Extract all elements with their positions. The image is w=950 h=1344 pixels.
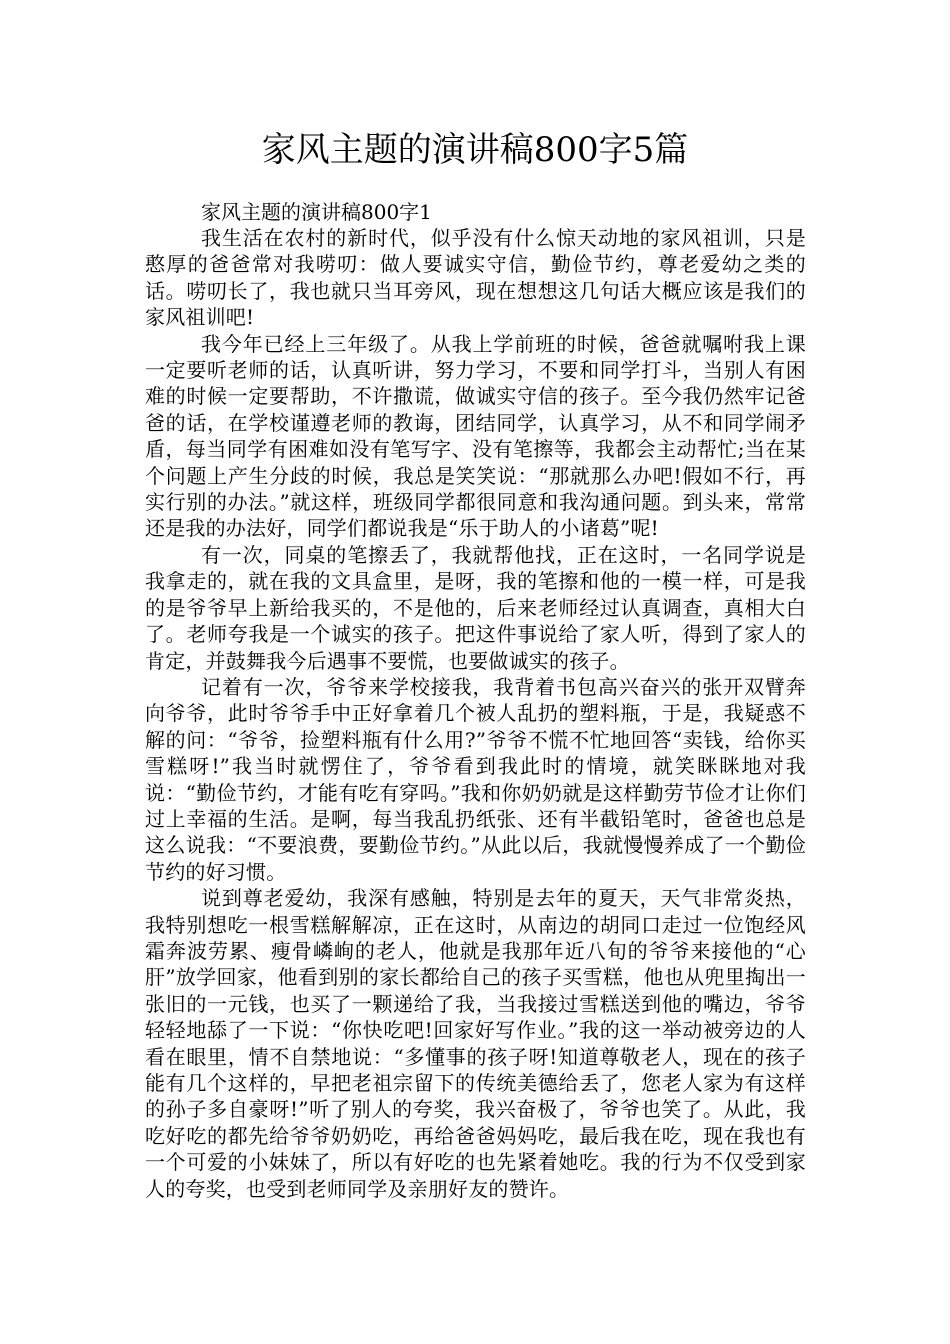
paragraph-4: 记着有一次，爷爷来学校接我，我背着书包高兴奋兴的张开双臂奔向爷爷，此时爷爷手中正好拿着几个被人乱扔的塑料瓶，于是，我疑惑不解的问：“爷爷，捡塑料瓶有什么用?”爷爷不慌不忙地回答“卖钱，给你买雪糕呀!”我当时就愣住了，爷爷看到我此时的情境，就笑眯眯地对我说：“勤俭节约，才能有吃有穿吗。”我和你奶奶就是这样勤劳节俭才让你们过上幸福的生活。是啊，每当我乱扔纸张、还有半截铅笔时，爸爸也总是这么说我：“不要浪费，要勤俭节约。”从此以后，我就慢慢养成了一个勤俭节约的好习惯。 <box>145 674 806 884</box>
paragraph-5: 说到尊老爱幼，我深有感触，特别是去年的夏天，天气非常炎热，我特别想吃一根雪糕解解凉，正在这时，从南边的胡同口走过一位饱经风霜奔波劳累、瘦骨嶙峋的老人，他就是我那年近八旬的爷爷来接他的“心肝”放学回家，他看到别的家长都给自己的孩子买雪糕，他也从兜里掏出一张旧的一元钱，也买了一颗递给了我，当我接过雪糕送到他的嘴边，爷爷轻轻地舔了一下说：“你快吃吧!回家好写作业。”我的这一举动被旁边的人看在眼里，情不自禁地说：“多懂事的孩子呀!知道尊敬老人，现在的孩子能有几个这样的，早把老祖宗留下的传统美德给丢了，您老人家为有这样的孙子多自豪呀!”听了别人的夸奖，我兴奋极了，爷爷也笑了。从此，我吃好吃的都先给爷爷奶奶吃，再给爸爸妈妈吃，最后我在吃，现在我也有一个可爱的小妹妹了，所以有好吃的也先紧着她吃。我的行为不仅受到家人的夸奖，也受到老师同学及亲朋好友的赞许。 <box>145 886 806 1201</box>
page-title: 家风主题的演讲稿800字5篇 <box>261 130 689 170</box>
paragraph-1: 我生活在农村的新时代，似乎没有什么惊天动地的家风祖训，只是憨厚的爸爸常对我唠叨：做人要诚实守信，勤俭节约，尊老爱幼之类的话。唠叨长了，我也就只当耳旁风，现在想想这几句话大概应该是我们的家风祖训吧! <box>145 226 806 330</box>
document-body <box>145 199 806 1202</box>
paragraph-3: 有一次，同桌的笔擦丢了，我就帮他找，正在这时，一名同学说是我拿走的，就在我的文具盒里，是呀，我的笔擦和他的一模一样，可是我的是爷爷早上新给我买的，不是他的，后来老师经过认真调查，真相大白了。老师夸我是一个诚实的孩子。把这件事说给了家人听，得到了家人的肯定，并鼓舞我今后遇事不要慌，也要做诚实的孩子。 <box>145 542 806 673</box>
paragraph-2: 我今年已经上三年级了。从我上学前班的时候，爸爸就嘱咐我上课一定要听老师的话，认真听讲，努力学习，不要和同学打斗，当别人有困难的时候一定要帮助，不许撒谎，做诚实守信的孩子。至今我仍然牢记爸爸的话，在学校谨遵老师的教诲，团结同学，认真学习，从不和同学闹矛盾，每当同学有困难如没有笔写字、没有笔擦等，我都会主动帮忙;当在某个问题上产生分歧的时候，我总是笑笑说：“那就那么办吧!假如不行，再实行别的办法。”就这样，班级同学都很同意和我沟通问题。到头来，常常还是我的办法好，同学们都说我是“乐于助人的小诸葛”呢! <box>145 331 806 541</box>
section-heading: 家风主题的演讲稿800字1 <box>201 200 432 224</box>
